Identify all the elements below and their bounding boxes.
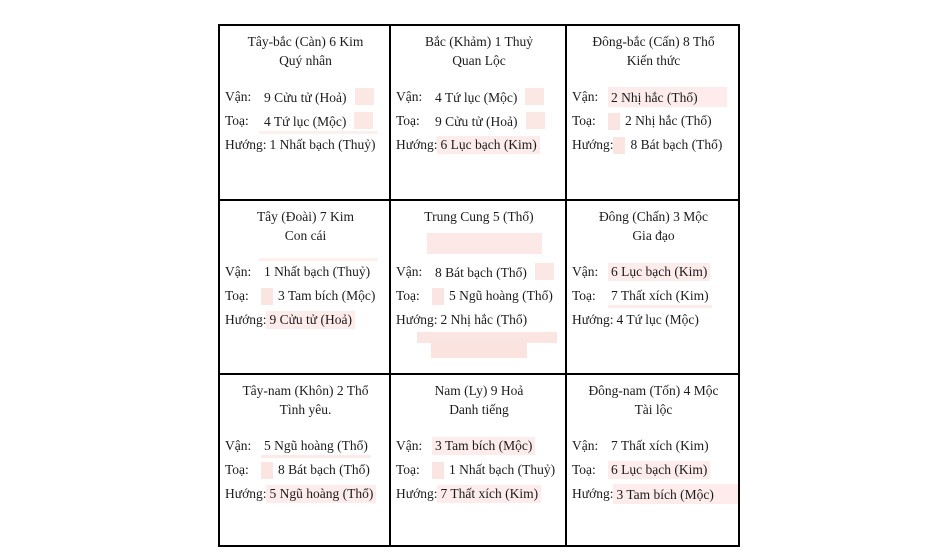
- star-row-label: Vận:: [572, 438, 599, 453]
- star-row: [225, 482, 386, 506]
- palace-aspect: Danh tiếng: [449, 402, 509, 417]
- star-rows: [396, 260, 562, 332]
- star-row: [396, 482, 562, 506]
- star-row-label: Vận:: [572, 264, 599, 279]
- star-rows: [396, 85, 562, 157]
- star-row-label: Toạ:: [396, 462, 420, 477]
- star-row-value: 2 Nhị hắc (Thổ): [625, 113, 712, 128]
- highlight-mark: [261, 462, 273, 479]
- star-row-value: 7 Thất xích (Kim): [437, 485, 541, 503]
- star-row-label: Toạ:: [572, 113, 596, 128]
- palace-title: Đông-nam (Tốn) 4 Mộc: [588, 383, 719, 398]
- star-row: [572, 482, 735, 506]
- star-row-value: 8 Bát bạch (Thổ): [630, 137, 723, 152]
- highlight-mark: [608, 113, 620, 130]
- star-row-value: 7 Thất xích (Kim): [608, 287, 712, 305]
- star-rows: [572, 85, 735, 157]
- star-row-value: 5 Ngũ hoàng (Thổ): [266, 485, 376, 503]
- palace-cell: [391, 201, 567, 375]
- star-rows: [225, 434, 386, 506]
- redacted-block: [415, 332, 560, 360]
- palace-cell: [391, 375, 567, 545]
- palace-title: Đông (Chấn) 3 Mộc: [598, 209, 709, 224]
- star-row-value: 7 Thất xích (Kim): [611, 438, 709, 453]
- highlight-mark: [613, 137, 625, 154]
- star-row-label: Vận:: [225, 89, 252, 104]
- palace-title: Tây-nam (Khôn) 2 Thổ: [242, 383, 369, 398]
- star-row: [225, 308, 386, 332]
- star-row: [572, 284, 735, 308]
- star-row-label: Vận:: [396, 89, 423, 104]
- star-row-value: 8 Bát bạch (Thổ): [278, 462, 370, 477]
- palace-title: Đông-bắc (Cấn) 8 Thổ: [592, 34, 715, 49]
- star-row-label: Toạ:: [572, 288, 596, 303]
- star-row: [225, 85, 386, 109]
- star-row-value: 5 Ngũ hoàng (Thổ): [449, 288, 553, 303]
- palace-title: Trung Cung 5 (Thổ): [424, 209, 534, 224]
- star-row-value: 4 Tứ lục (Mộc): [432, 87, 547, 107]
- star-row: [396, 133, 562, 157]
- star-row: [572, 434, 735, 458]
- star-row: [572, 458, 735, 482]
- star-row-label: Hướng:: [396, 312, 438, 327]
- star-row: [572, 133, 735, 157]
- palace-aspect: Gia đạo: [632, 228, 675, 243]
- star-row-label: Toạ:: [225, 288, 249, 303]
- star-row-value: 1 Nhất bạch (Thuỷ): [264, 264, 371, 279]
- star-row-label: Hướng:: [396, 137, 438, 152]
- palace-title: Bắc (Khảm) 1 Thuỷ: [424, 34, 534, 49]
- star-row-label: Toạ:: [572, 462, 596, 477]
- palace-cell: [567, 201, 738, 375]
- highlight-mark: [261, 288, 273, 305]
- palace-cell: [220, 375, 391, 545]
- star-row-value: 5 Ngũ hoàng (Thổ): [261, 437, 371, 455]
- star-row: [225, 434, 386, 458]
- palace-title: Tây-bắc (Càn) 6 Kim: [247, 34, 364, 49]
- star-row-value: 1 Nhất bạch (Thuỷ): [269, 137, 376, 152]
- star-row-label: Hướng:: [396, 486, 438, 501]
- star-row-label: Vận:: [572, 89, 599, 104]
- star-row-label: Toạ:: [396, 113, 420, 128]
- star-row-value: 2 Nhị hắc (Thổ): [440, 312, 528, 327]
- star-row-label: Toạ:: [396, 288, 420, 303]
- star-row-value: 6 Lục bạch (Kim): [437, 136, 539, 154]
- star-row-value: 1 Nhất bạch (Thuỷ): [449, 462, 556, 477]
- star-row-label: Vận:: [396, 264, 423, 279]
- star-row-value: 3 Tam bích (Mộc): [278, 288, 376, 303]
- star-row: [396, 85, 562, 109]
- star-row-value: 9 Cửu tử (Hoả): [261, 87, 377, 107]
- palace-aspect: Con cái: [284, 228, 327, 243]
- star-row: [225, 458, 386, 482]
- star-row-label: Vận:: [225, 264, 252, 279]
- palace-title: Nam (Ly) 9 Hoả: [434, 383, 524, 398]
- palace-aspect: Quan Lộc: [452, 53, 506, 68]
- star-row-label: Hướng:: [572, 486, 614, 501]
- star-rows: [572, 434, 735, 506]
- palace-title: Tây (Đoài) 7 Kim: [256, 209, 355, 224]
- star-row: [396, 284, 562, 308]
- star-row: [572, 308, 735, 332]
- star-row: [572, 260, 735, 284]
- star-rows: [572, 260, 735, 332]
- star-row: [396, 260, 562, 284]
- palace-aspect: Tình yêu.: [279, 402, 332, 417]
- star-row-value: 3 Tam bích (Mộc): [432, 437, 535, 455]
- star-row-label: Hướng:: [572, 312, 614, 327]
- star-row-label: Hướng:: [572, 137, 614, 152]
- star-row: [396, 308, 562, 332]
- star-row-value: 6 Lục bạch (Kim): [608, 263, 710, 281]
- star-row-label: Vận:: [225, 438, 252, 453]
- star-rows: [225, 260, 386, 332]
- star-row-label: Hướng:: [225, 137, 267, 152]
- redacted-fragment: [431, 341, 527, 358]
- star-row-value: 9 Cửu tử (Hoả): [432, 111, 548, 131]
- star-row-value: 8 Bát bạch (Thổ): [432, 262, 557, 282]
- highlight-mark: [432, 462, 444, 479]
- star-row-value: 2 Nhị hắc (Thổ): [608, 87, 727, 107]
- star-rows: [396, 434, 562, 506]
- star-row: [225, 284, 386, 308]
- star-row-value: 3 Tam bích (Mộc): [613, 484, 738, 504]
- palace-cell: [567, 375, 738, 545]
- star-row-label: Vận:: [396, 438, 423, 453]
- palace-cell: [220, 26, 391, 201]
- star-row-value: 4 Tứ lục (Mộc): [616, 312, 699, 327]
- star-row: [225, 133, 386, 157]
- star-row: [225, 260, 386, 284]
- palace-cell: [391, 26, 567, 201]
- star-row-label: Toạ:: [225, 462, 249, 477]
- palace-aspect: Kiến thức: [626, 53, 681, 68]
- star-row-value: 4 Tứ lục (Mộc): [261, 111, 376, 131]
- star-row-label: Hướng:: [225, 486, 267, 501]
- star-row-value: 9 Cửu tử (Hoả): [266, 311, 355, 329]
- redacted-block: [427, 233, 542, 254]
- palace-cell: [220, 201, 391, 375]
- star-row: [396, 434, 562, 458]
- star-row: [396, 458, 562, 482]
- star-rows: [225, 85, 386, 157]
- palace-aspect: Quý nhân: [279, 53, 332, 68]
- star-row: [396, 109, 562, 133]
- star-row-label: Toạ:: [225, 113, 249, 128]
- palace-cell: [567, 26, 738, 201]
- highlight-mark: [432, 288, 444, 305]
- star-row: [225, 109, 386, 133]
- palace-aspect: Tài lộc: [634, 402, 673, 417]
- star-row-label: Hướng:: [225, 312, 267, 327]
- star-row: [572, 85, 735, 109]
- star-row: [572, 109, 735, 133]
- star-row-value: 6 Lục bạch (Kim): [608, 461, 710, 479]
- flying-star-grid: [218, 24, 740, 547]
